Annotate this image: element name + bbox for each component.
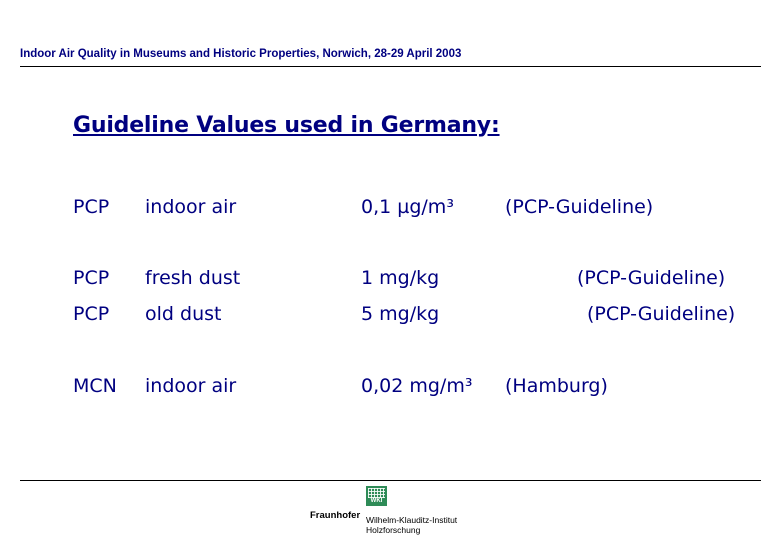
fraunhofer-wki-logo bbox=[310, 486, 480, 536]
row-medium: fresh dust bbox=[145, 267, 241, 289]
row-substance: MCN bbox=[73, 375, 117, 397]
row-substance: PCP bbox=[73, 196, 110, 218]
row-source: (PCP-Guideline) bbox=[577, 267, 726, 289]
row-value: 5 mg/kg bbox=[361, 303, 440, 325]
footer-divider bbox=[20, 480, 761, 481]
row-medium: indoor air bbox=[145, 375, 237, 397]
wki-logo-icon bbox=[366, 486, 387, 506]
slide-title: Guideline Values used in Germany: bbox=[73, 113, 500, 138]
institute-name bbox=[366, 515, 457, 535]
institute-line-2: Holzforschung bbox=[366, 525, 421, 535]
row-substance: PCP bbox=[73, 303, 110, 325]
row-source: (PCP-Guideline) bbox=[587, 303, 736, 325]
row-value: 0,1 µg/m³ bbox=[361, 196, 454, 218]
institute-line-1: Wilhelm-Klauditz-Institut bbox=[366, 515, 458, 525]
conference-header: Indoor Air Quality in Museums and Historic Properties, Norwich, 28-29 April 2003 bbox=[20, 48, 462, 60]
organization-name: Fraunhofer bbox=[310, 510, 361, 521]
row-source: (PCP-Guideline) bbox=[505, 196, 654, 218]
header-divider bbox=[20, 66, 761, 67]
row-value: 0,02 mg/m³ bbox=[361, 375, 473, 397]
row-value: 1 mg/kg bbox=[361, 267, 440, 289]
row-medium: old dust bbox=[145, 303, 222, 325]
row-substance: PCP bbox=[73, 267, 110, 289]
row-source: (Hamburg) bbox=[505, 375, 608, 397]
wki-logo-text: WKI bbox=[370, 498, 383, 504]
row-medium: indoor air bbox=[145, 196, 237, 218]
